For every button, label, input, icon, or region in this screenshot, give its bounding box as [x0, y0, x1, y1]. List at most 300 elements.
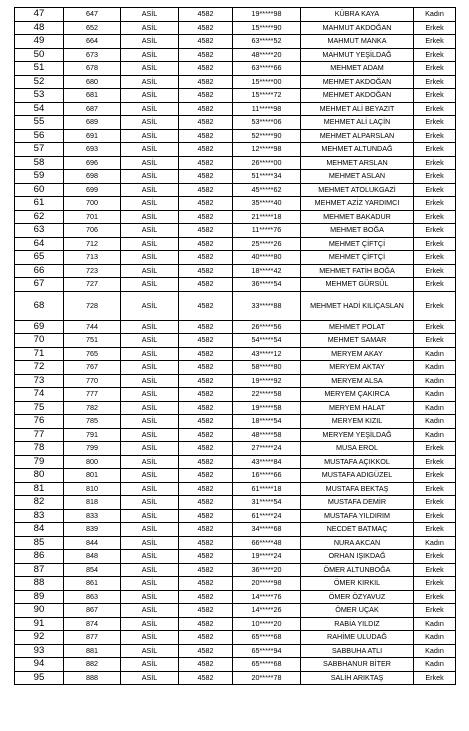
cell-basvuru-no: 723	[64, 264, 121, 278]
cell-basvuru-no: 874	[64, 617, 121, 631]
cell-tc-kimlik: 61*****18	[233, 482, 301, 496]
cell-durum: ASİL	[121, 334, 179, 348]
cell-durum: ASİL	[121, 361, 179, 375]
table-row	[15, 129, 456, 143]
cell-cinsiyet: Erkek	[414, 509, 456, 523]
cell-sira-no: 48	[15, 21, 64, 35]
cell-ad-soyad: MUSTAFA AÇIKKOL	[301, 455, 414, 469]
cell-ad-soyad: MAHMUT AKDOĞAN	[301, 21, 414, 35]
cell-basvuru-no: 699	[64, 183, 121, 197]
cell-sira-no: 88	[15, 577, 64, 591]
cell-kod: 4582	[179, 170, 233, 184]
cell-durum: ASİL	[121, 590, 179, 604]
cell-durum: ASİL	[121, 320, 179, 334]
cell-sira-no: 83	[15, 509, 64, 523]
cell-basvuru-no: 647	[64, 8, 121, 22]
cell-tc-kimlik: 54*****54	[233, 334, 301, 348]
cell-sira-no: 87	[15, 563, 64, 577]
cell-kod: 4582	[179, 536, 233, 550]
cell-durum: ASİL	[121, 509, 179, 523]
cell-cinsiyet: Erkek	[414, 89, 456, 103]
table-row	[15, 21, 456, 35]
cell-cinsiyet: Erkek	[414, 469, 456, 483]
cell-ad-soyad: MERYEM ALSA	[301, 374, 414, 388]
table-row	[15, 334, 456, 348]
cell-basvuru-no: 854	[64, 563, 121, 577]
cell-tc-kimlik: 19*****58	[233, 401, 301, 415]
table-row	[15, 291, 456, 320]
table-row	[15, 237, 456, 251]
cell-durum: ASİL	[121, 75, 179, 89]
cell-tc-kimlik: 65*****94	[233, 644, 301, 658]
cell-ad-soyad: MEHMET ALİ BEYAZIT	[301, 102, 414, 116]
cell-tc-kimlik: 19*****24	[233, 550, 301, 564]
table-row	[15, 617, 456, 631]
cell-kod: 4582	[179, 563, 233, 577]
cell-ad-soyad: MEHMET ASLAN	[301, 170, 414, 184]
cell-sira-no: 70	[15, 334, 64, 348]
cell-kod: 4582	[179, 35, 233, 49]
cell-cinsiyet: Erkek	[414, 210, 456, 224]
cell-cinsiyet: Erkek	[414, 102, 456, 116]
cell-sira-no: 57	[15, 143, 64, 157]
cell-ad-soyad: SABBHANUR BİTER	[301, 658, 414, 672]
cell-ad-soyad: MEHMET FATİH BOĞA	[301, 264, 414, 278]
cell-ad-soyad: MAHMUT YEŞİLDAĞ	[301, 48, 414, 62]
cell-cinsiyet: Kadın	[414, 361, 456, 375]
cell-ad-soyad: NECDET BATMAÇ	[301, 523, 414, 537]
cell-sira-no: 74	[15, 388, 64, 402]
cell-tc-kimlik: 35*****40	[233, 197, 301, 211]
cell-cinsiyet: Erkek	[414, 48, 456, 62]
cell-durum: ASİL	[121, 48, 179, 62]
cell-basvuru-no: 689	[64, 116, 121, 130]
cell-durum: ASİL	[121, 143, 179, 157]
table-row	[15, 210, 456, 224]
cell-tc-kimlik: 16*****66	[233, 469, 301, 483]
cell-cinsiyet: Kadın	[414, 347, 456, 361]
cell-sira-no: 52	[15, 75, 64, 89]
cell-tc-kimlik: 20*****78	[233, 671, 301, 685]
cell-kod: 4582	[179, 455, 233, 469]
cell-cinsiyet: Erkek	[414, 251, 456, 265]
cell-cinsiyet: Kadın	[414, 428, 456, 442]
cell-tc-kimlik: 43*****84	[233, 455, 301, 469]
cell-cinsiyet: Kadın	[414, 401, 456, 415]
cell-kod: 4582	[179, 509, 233, 523]
cell-kod: 4582	[179, 156, 233, 170]
cell-ad-soyad: ÖMER KIRKIL	[301, 577, 414, 591]
cell-tc-kimlik: 48*****58	[233, 428, 301, 442]
cell-kod: 4582	[179, 210, 233, 224]
cell-basvuru-no: 877	[64, 631, 121, 645]
cell-durum: ASİL	[121, 415, 179, 429]
cell-kod: 4582	[179, 671, 233, 685]
table-row	[15, 428, 456, 442]
cell-tc-kimlik: 26*****56	[233, 320, 301, 334]
cell-sira-no: 93	[15, 644, 64, 658]
cell-cinsiyet: Erkek	[414, 577, 456, 591]
cell-ad-soyad: KÜBRA KAYA	[301, 8, 414, 22]
cell-cinsiyet: Erkek	[414, 496, 456, 510]
cell-kod: 4582	[179, 577, 233, 591]
cell-cinsiyet: Erkek	[414, 156, 456, 170]
cell-tc-kimlik: 48*****20	[233, 48, 301, 62]
cell-tc-kimlik: 63*****52	[233, 35, 301, 49]
cell-ad-soyad: SALİH ARIKTAŞ	[301, 671, 414, 685]
cell-durum: ASİL	[121, 116, 179, 130]
cell-ad-soyad: MUSA EROL	[301, 442, 414, 456]
cell-cinsiyet: Kadın	[414, 388, 456, 402]
table-row	[15, 536, 456, 550]
cell-sira-no: 80	[15, 469, 64, 483]
cell-tc-kimlik: 11*****98	[233, 102, 301, 116]
cell-cinsiyet: Erkek	[414, 334, 456, 348]
cell-tc-kimlik: 58*****80	[233, 361, 301, 375]
table-row	[15, 469, 456, 483]
cell-tc-kimlik: 33*****88	[233, 291, 301, 320]
cell-cinsiyet: Erkek	[414, 482, 456, 496]
cell-sira-no: 75	[15, 401, 64, 415]
cell-cinsiyet: Erkek	[414, 550, 456, 564]
cell-cinsiyet: Erkek	[414, 278, 456, 292]
table-row	[15, 170, 456, 184]
table-row	[15, 35, 456, 49]
table-row	[15, 401, 456, 415]
cell-basvuru-no: 800	[64, 455, 121, 469]
table-row	[15, 116, 456, 130]
cell-kod: 4582	[179, 8, 233, 22]
cell-sira-no: 72	[15, 361, 64, 375]
cell-kod: 4582	[179, 237, 233, 251]
cell-cinsiyet: Kadın	[414, 658, 456, 672]
cell-basvuru-no: 861	[64, 577, 121, 591]
cell-basvuru-no: 744	[64, 320, 121, 334]
cell-basvuru-no: 881	[64, 644, 121, 658]
cell-basvuru-no: 728	[64, 291, 121, 320]
cell-durum: ASİL	[121, 62, 179, 76]
cell-tc-kimlik: 61*****24	[233, 509, 301, 523]
cell-sira-no: 62	[15, 210, 64, 224]
cell-basvuru-no: 701	[64, 210, 121, 224]
cell-tc-kimlik: 65*****68	[233, 658, 301, 672]
cell-kod: 4582	[179, 617, 233, 631]
cell-kod: 4582	[179, 604, 233, 618]
cell-cinsiyet: Erkek	[414, 320, 456, 334]
cell-tc-kimlik: 63*****66	[233, 62, 301, 76]
cell-kod: 4582	[179, 251, 233, 265]
cell-kod: 4582	[179, 89, 233, 103]
cell-basvuru-no: 700	[64, 197, 121, 211]
cell-ad-soyad: MEHMET AZİZ YARDIMCI	[301, 197, 414, 211]
cell-ad-soyad: MEHMET HADİ KILIÇASLAN	[301, 291, 414, 320]
cell-cinsiyet: Kadın	[414, 374, 456, 388]
table-row	[15, 320, 456, 334]
cell-kod: 4582	[179, 469, 233, 483]
table-row	[15, 75, 456, 89]
table-row	[15, 455, 456, 469]
cell-basvuru-no: 673	[64, 48, 121, 62]
cell-sira-no: 51	[15, 62, 64, 76]
cell-basvuru-no: 863	[64, 590, 121, 604]
cell-ad-soyad: ÖMER ALTUNBOĞA	[301, 563, 414, 577]
cell-tc-kimlik: 18*****54	[233, 415, 301, 429]
cell-basvuru-no: 712	[64, 237, 121, 251]
cell-ad-soyad: ORHAN IŞIKDAĞ	[301, 550, 414, 564]
cell-basvuru-no: 888	[64, 671, 121, 685]
cell-sira-no: 65	[15, 251, 64, 265]
cell-cinsiyet: Erkek	[414, 21, 456, 35]
cell-sira-no: 54	[15, 102, 64, 116]
cell-sira-no: 95	[15, 671, 64, 685]
cell-durum: ASİL	[121, 237, 179, 251]
cell-kod: 4582	[179, 197, 233, 211]
table-row	[15, 361, 456, 375]
table-row	[15, 577, 456, 591]
cell-cinsiyet: Erkek	[414, 143, 456, 157]
cell-sira-no: 90	[15, 604, 64, 618]
cell-tc-kimlik: 26*****00	[233, 156, 301, 170]
cell-basvuru-no: 801	[64, 469, 121, 483]
cell-cinsiyet: Kadın	[414, 536, 456, 550]
cell-sira-no: 64	[15, 237, 64, 251]
cell-ad-soyad: MEHMET POLAT	[301, 320, 414, 334]
cell-tc-kimlik: 45*****62	[233, 183, 301, 197]
results-table-body	[15, 8, 456, 685]
cell-durum: ASİL	[121, 291, 179, 320]
table-row	[15, 658, 456, 672]
cell-tc-kimlik: 65*****68	[233, 631, 301, 645]
cell-tc-kimlik: 12*****98	[233, 143, 301, 157]
cell-tc-kimlik: 15*****90	[233, 21, 301, 35]
cell-ad-soyad: RAHİME ULUDAĞ	[301, 631, 414, 645]
cell-kod: 4582	[179, 183, 233, 197]
cell-cinsiyet: Erkek	[414, 442, 456, 456]
cell-cinsiyet: Erkek	[414, 129, 456, 143]
cell-basvuru-no: 687	[64, 102, 121, 116]
cell-basvuru-no: 751	[64, 334, 121, 348]
cell-tc-kimlik: 15*****00	[233, 75, 301, 89]
cell-durum: ASİL	[121, 21, 179, 35]
cell-tc-kimlik: 21*****18	[233, 210, 301, 224]
cell-sira-no: 86	[15, 550, 64, 564]
cell-durum: ASİL	[121, 401, 179, 415]
table-row	[15, 251, 456, 265]
cell-ad-soyad: MEHMET ALTUNDAĞ	[301, 143, 414, 157]
cell-basvuru-no: 799	[64, 442, 121, 456]
cell-durum: ASİL	[121, 183, 179, 197]
cell-durum: ASİL	[121, 536, 179, 550]
cell-basvuru-no: 848	[64, 550, 121, 564]
table-row	[15, 197, 456, 211]
cell-ad-soyad: MUSTAFA YILDIRIM	[301, 509, 414, 523]
cell-cinsiyet: Erkek	[414, 116, 456, 130]
cell-basvuru-no: 681	[64, 89, 121, 103]
cell-ad-soyad: MERYEM KIZIL	[301, 415, 414, 429]
cell-tc-kimlik: 51*****34	[233, 170, 301, 184]
cell-kod: 4582	[179, 590, 233, 604]
cell-sira-no: 50	[15, 48, 64, 62]
cell-basvuru-no: 691	[64, 129, 121, 143]
cell-tc-kimlik: 31*****54	[233, 496, 301, 510]
cell-sira-no: 85	[15, 536, 64, 550]
cell-cinsiyet: Erkek	[414, 523, 456, 537]
cell-cinsiyet: Erkek	[414, 170, 456, 184]
cell-basvuru-no: 777	[64, 388, 121, 402]
table-row	[15, 415, 456, 429]
cell-kod: 4582	[179, 496, 233, 510]
cell-durum: ASİL	[121, 388, 179, 402]
cell-ad-soyad: ÖMER ÖZYAVUZ	[301, 590, 414, 604]
cell-tc-kimlik: 27*****24	[233, 442, 301, 456]
cell-durum: ASİL	[121, 8, 179, 22]
cell-kod: 4582	[179, 129, 233, 143]
cell-sira-no: 82	[15, 496, 64, 510]
table-row	[15, 264, 456, 278]
cell-kod: 4582	[179, 442, 233, 456]
cell-cinsiyet: Erkek	[414, 237, 456, 251]
cell-basvuru-no: 664	[64, 35, 121, 49]
cell-sira-no: 63	[15, 224, 64, 238]
cell-kod: 4582	[179, 75, 233, 89]
table-row	[15, 102, 456, 116]
cell-basvuru-no: 818	[64, 496, 121, 510]
cell-sira-no: 84	[15, 523, 64, 537]
table-row	[15, 509, 456, 523]
cell-cinsiyet: Erkek	[414, 62, 456, 76]
cell-basvuru-no: 652	[64, 21, 121, 35]
cell-basvuru-no: 867	[64, 604, 121, 618]
cell-basvuru-no: 698	[64, 170, 121, 184]
cell-kod: 4582	[179, 415, 233, 429]
cell-kod: 4582	[179, 482, 233, 496]
cell-basvuru-no: 706	[64, 224, 121, 238]
cell-sira-no: 58	[15, 156, 64, 170]
cell-cinsiyet: Erkek	[414, 291, 456, 320]
cell-basvuru-no: 678	[64, 62, 121, 76]
cell-tc-kimlik: 19*****98	[233, 8, 301, 22]
cell-durum: ASİL	[121, 197, 179, 211]
table-row	[15, 644, 456, 658]
cell-kod: 4582	[179, 644, 233, 658]
cell-durum: ASİL	[121, 550, 179, 564]
cell-cinsiyet: Kadın	[414, 631, 456, 645]
cell-kod: 4582	[179, 224, 233, 238]
cell-cinsiyet: Erkek	[414, 671, 456, 685]
cell-sira-no: 73	[15, 374, 64, 388]
cell-basvuru-no: 770	[64, 374, 121, 388]
cell-cinsiyet: Erkek	[414, 264, 456, 278]
cell-kod: 4582	[179, 264, 233, 278]
cell-cinsiyet: Erkek	[414, 35, 456, 49]
cell-durum: ASİL	[121, 658, 179, 672]
cell-basvuru-no: 882	[64, 658, 121, 672]
cell-durum: ASİL	[121, 278, 179, 292]
cell-cinsiyet: Erkek	[414, 455, 456, 469]
cell-durum: ASİL	[121, 604, 179, 618]
cell-basvuru-no: 785	[64, 415, 121, 429]
cell-tc-kimlik: 66*****48	[233, 536, 301, 550]
cell-ad-soyad: SABBUHA ATLI	[301, 644, 414, 658]
cell-durum: ASİL	[121, 129, 179, 143]
cell-durum: ASİL	[121, 428, 179, 442]
cell-basvuru-no: 696	[64, 156, 121, 170]
table-row	[15, 8, 456, 22]
table-row	[15, 482, 456, 496]
cell-kod: 4582	[179, 388, 233, 402]
cell-cinsiyet: Kadın	[414, 644, 456, 658]
cell-sira-no: 76	[15, 415, 64, 429]
cell-basvuru-no: 833	[64, 509, 121, 523]
cell-basvuru-no: 713	[64, 251, 121, 265]
cell-kod: 4582	[179, 320, 233, 334]
cell-durum: ASİL	[121, 482, 179, 496]
cell-sira-no: 89	[15, 590, 64, 604]
cell-ad-soyad: MEHMET GÜRSÜL	[301, 278, 414, 292]
cell-cinsiyet: Kadın	[414, 617, 456, 631]
cell-kod: 4582	[179, 116, 233, 130]
cell-ad-soyad: MEHMET ALİ LAÇİN	[301, 116, 414, 130]
cell-basvuru-no: 782	[64, 401, 121, 415]
cell-kod: 4582	[179, 658, 233, 672]
cell-kod: 4582	[179, 21, 233, 35]
cell-kod: 4582	[179, 291, 233, 320]
cell-ad-soyad: MEHMET ALPARSLAN	[301, 129, 414, 143]
cell-ad-soyad: MUSTAFA ADIGÜZEL	[301, 469, 414, 483]
cell-ad-soyad: MERYEM AKTAY	[301, 361, 414, 375]
cell-basvuru-no: 693	[64, 143, 121, 157]
cell-tc-kimlik: 36*****20	[233, 563, 301, 577]
cell-ad-soyad: MEHMET ÇİFTÇİ	[301, 251, 414, 265]
cell-ad-soyad: MEHMET ARSLAN	[301, 156, 414, 170]
cell-cinsiyet: Erkek	[414, 197, 456, 211]
cell-kod: 4582	[179, 48, 233, 62]
cell-durum: ASİL	[121, 523, 179, 537]
cell-durum: ASİL	[121, 442, 179, 456]
cell-sira-no: 79	[15, 455, 64, 469]
table-row	[15, 590, 456, 604]
cell-sira-no: 68	[15, 291, 64, 320]
cell-tc-kimlik: 40*****80	[233, 251, 301, 265]
table-row	[15, 550, 456, 564]
cell-kod: 4582	[179, 361, 233, 375]
results-table	[14, 7, 456, 685]
cell-ad-soyad: MEHMET AKDOĞAN	[301, 89, 414, 103]
cell-ad-soyad: MERYEM HALAT	[301, 401, 414, 415]
cell-sira-no: 53	[15, 89, 64, 103]
cell-durum: ASİL	[121, 347, 179, 361]
cell-basvuru-no: 767	[64, 361, 121, 375]
cell-basvuru-no: 727	[64, 278, 121, 292]
cell-basvuru-no: 810	[64, 482, 121, 496]
table-row	[15, 631, 456, 645]
cell-ad-soyad: MEHMET AKDOĞAN	[301, 75, 414, 89]
cell-sira-no: 67	[15, 278, 64, 292]
cell-durum: ASİL	[121, 89, 179, 103]
cell-cinsiyet: Erkek	[414, 590, 456, 604]
cell-ad-soyad: MERYEM ÇAKIRCA	[301, 388, 414, 402]
cell-tc-kimlik: 14*****76	[233, 590, 301, 604]
cell-ad-soyad: NURA AKCAN	[301, 536, 414, 550]
table-row	[15, 442, 456, 456]
cell-sira-no: 77	[15, 428, 64, 442]
cell-kod: 4582	[179, 278, 233, 292]
cell-kod: 4582	[179, 631, 233, 645]
cell-ad-soyad: MUSTAFA BEKTAŞ	[301, 482, 414, 496]
cell-durum: ASİL	[121, 170, 179, 184]
cell-sira-no: 56	[15, 129, 64, 143]
cell-basvuru-no: 791	[64, 428, 121, 442]
